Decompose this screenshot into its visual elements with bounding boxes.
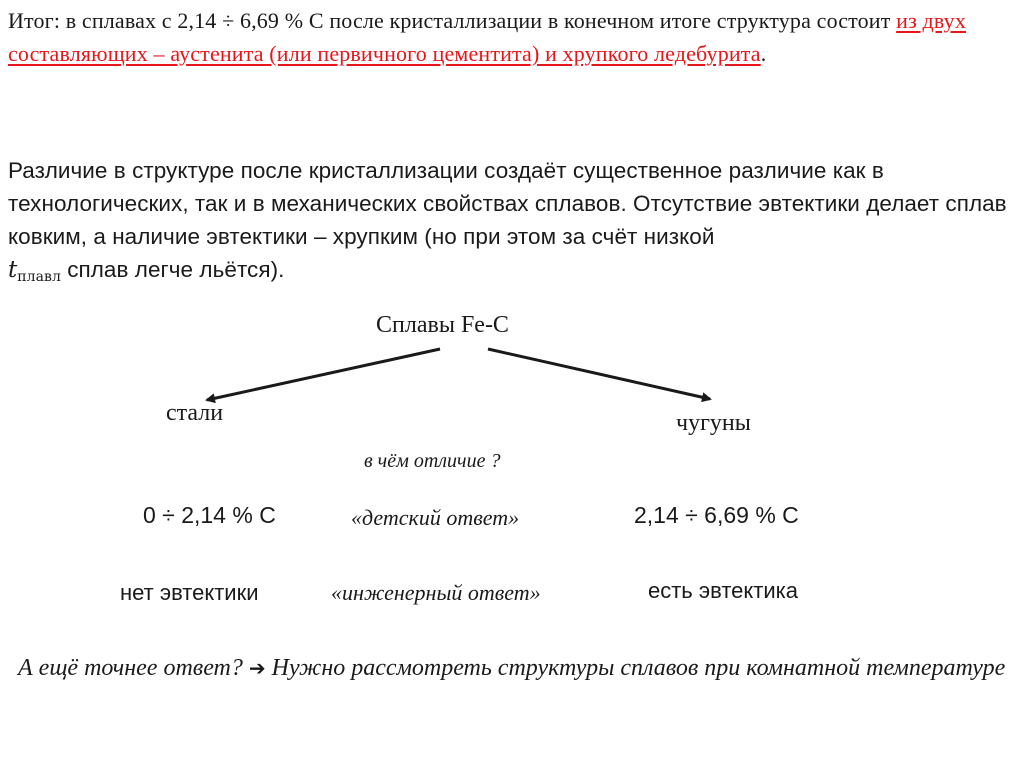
- steels-carbon-range: 0 ÷ 2,14 % С: [143, 502, 276, 528]
- summary-highlight: из двух составляющих – аустенита (или первичного цементита) и хрупкого ледебурита: [8, 8, 966, 66]
- arrow-to-cast-irons: [488, 349, 710, 399]
- steels-label: стали: [166, 400, 224, 426]
- conclusion-question: А ещё точнее ответ?: [18, 655, 249, 681]
- summary-tail: .: [760, 41, 767, 66]
- simple-answer-label: «детский ответ»: [351, 505, 520, 530]
- arrow-to-steels: [207, 349, 440, 400]
- difference-question: в чём отличие ?: [364, 450, 501, 472]
- melting-temperature-symbol: t: [8, 257, 18, 283]
- cast-irons-label: чугуны: [676, 410, 751, 436]
- conclusion-answer: Нужно рассмотреть структуры сплавов при комнатной температуре: [265, 655, 1006, 681]
- melting-temperature-subscript: плавл: [17, 269, 61, 285]
- engineering-answer-label: «инженерный ответ»: [331, 580, 541, 605]
- difference-text: Различие в структуре после кристаллизации создаёт существенное различие как в технологических, так и в механических свойствах сплавов. Отсутствие эвтектики делает сплав ковким, а наличие эвтектики – хрупким (но при этом за счёт низкой: [8, 158, 1007, 249]
- summary-lead: Итог: в сплавах с 2,14 ÷ 6,69 % С после кристаллизации в конечном итоге структура состоит: [8, 8, 897, 33]
- conclusion-paragraph: [18, 651, 1008, 685]
- steels-eutectic-feature: нет эвтектики: [120, 580, 259, 605]
- difference-tail: сплав легче льётся).: [60, 257, 285, 282]
- diagram-root-label: Сплавы Fe-C: [376, 312, 509, 338]
- cast-irons-carbon-range: 2,14 ÷ 6,69 % С: [634, 502, 799, 528]
- arrow-right-icon: ➔: [248, 656, 266, 680]
- cast-irons-eutectic-feature: есть эвтектика: [648, 578, 798, 603]
